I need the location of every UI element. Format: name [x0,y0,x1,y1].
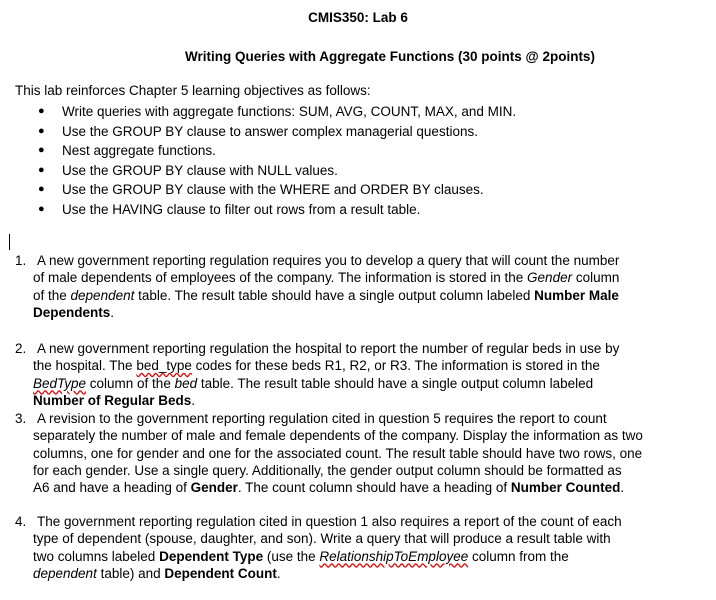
text-cursor[interactable] [9,234,10,250]
intro-text: This lab reinforces Chapter 5 learning objectives as follows: [15,83,371,98]
question-1: 1. A new government reporting regulation requires you to develop a query that will count the number of male dependents of employees of the company. The information is stored in the Gender column of the dependent table. The result table should have a single output column labeled Number Male Dependents. [15,253,620,320]
question-number: 3. [15,411,27,426]
question-number: 2. [15,341,27,356]
bullet-icon: ● [38,163,45,176]
question-3: 3. A revision to the government reporting regulation cited in question 5 requires the report to count separately the number of male and female dependents of the company. Display the information as two columns, one for gender and one for the associated count. The result table should have two rows, one for each gender. Use a single query. Additionally, the gender output column should be formatted as A6 and have a heading of Gender. The count column should have a heading of Number Counted. [15,411,643,496]
bullet-icon: ● [38,144,45,157]
spellcheck-word: RelationshipToEmployee [319,548,469,564]
bullet-icon: ● [38,124,45,137]
objectives-list [38,102,516,220]
objective-item: ● Nest aggregate functions. [38,141,516,161]
spellcheck-word: BedType [33,375,87,391]
document-subtitle: Writing Queries with Aggregate Functions (30 points @ 2points) [185,49,595,64]
bullet-icon: ● [38,202,45,215]
objective-item: ● Use the HAVING clause to filter out rows from a result table. [38,200,516,220]
objective-item: ● Use the GROUP BY clause to answer complex managerial questions. [38,122,516,142]
objective-item: ● Use the GROUP BY clause with NULL values. [38,161,516,181]
document-title: CMIS350: Lab 6 [308,10,408,25]
spellcheck-word: bed_type [136,358,192,374]
question-4: 4. The government reporting regulation cited in question 1 also requires a report of the count of each type of dependent (spouse, daughter, and son). Write a query that will produce a result table with two columns labeled Dependent Type (use the RelationshipToEmployee column from the dependent table) and Dependent Count. [15,514,622,581]
question-number: 4. [15,514,27,529]
bullet-icon: ● [38,183,45,196]
question-number: 1. [15,253,27,268]
bullet-icon: ● [38,105,45,117]
question-2: 2. A new government reporting regulation the hospital to report the number of regular beds in use by the hospital. The bed_type codes for these beds R1, R2, or R3. The information is stored in the BedType column of the bed table. The result table should have a single output column labeled Number of Regular Beds. [15,341,620,408]
objective-item: ● Write queries with aggregate functions: SUM, AVG, COUNT, MAX, and MIN. [38,102,516,122]
objective-item: ● Use the GROUP BY clause with the WHERE and ORDER BY clauses. [38,180,516,200]
